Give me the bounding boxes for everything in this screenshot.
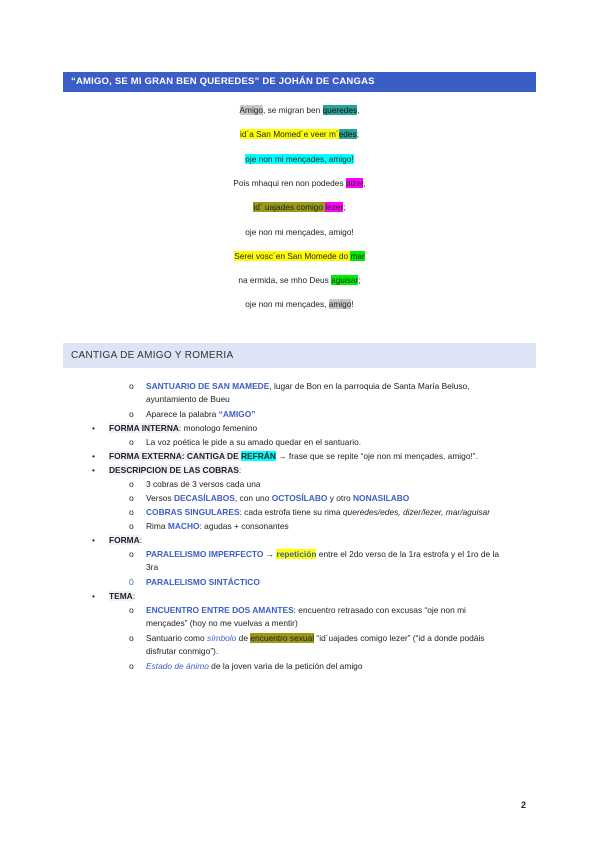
list-item-paralelismo-sintactico: PARALELISMO SINTÁCTICO [146, 577, 260, 587]
list-item-forma-interna: FORMA INTERNA: monologo femenino [109, 423, 258, 433]
disc-bullet-icon: • [92, 451, 95, 461]
list-item-voz-poetica: La voz poética le pide a su amado quedar en el santuario. [146, 437, 362, 447]
list-item-santuario-cont: ayuntamiento de Bueu [146, 394, 230, 404]
list-item-cobras-singulares: COBRAS SINGULARES: cada estrofa tiene su rima queredes/edes, dizer/lezer, mar/aguisar [146, 507, 490, 517]
zero-bullet-icon: 0 [129, 577, 134, 587]
circle-bullet-icon: o [129, 381, 134, 391]
circle-bullet-icon: o [129, 493, 134, 503]
page-number: 2 [521, 800, 527, 810]
list-item-forma: FORMA: [109, 535, 143, 545]
disc-bullet-icon: • [92, 591, 95, 601]
list-item-versos: Versos DECASÍLABOS, con uno OCTOSÍLABO y otro NONASILABO [146, 493, 410, 503]
poem-line-5: id´ uajades comigo lezer; [253, 202, 346, 212]
circle-bullet-icon: o [129, 479, 134, 489]
list-item-cobras-count: 3 cobras de 3 versos cada una [146, 479, 261, 489]
poem-line-2: id´a San Momed´e veer m´edes; [240, 129, 359, 139]
list-item-santuario-simbolo: Santuario como símbolo de encuentro sexual “id´uajades comigo lezer” (“id a donde podáis [146, 633, 485, 643]
poem-line-8: na ermida, se mho Deus aguisar; [238, 275, 361, 285]
poem-line-4: Pois mhaqui ren non podedes dizer, [233, 178, 366, 188]
circle-bullet-icon: o [129, 521, 134, 531]
list-item-forma-externa: FORMA EXTERNA: CANTIGA DE REFRÁN → frase que se repite “oje non mi mençades, amigo!”. [109, 451, 478, 461]
disc-bullet-icon: • [92, 535, 95, 545]
circle-bullet-icon: o [129, 661, 134, 671]
poem-line-6: oje non mi mençades, amigo! [245, 227, 354, 237]
poem-line-7: Serei vosc´en San Momede do mar [234, 251, 365, 261]
circle-bullet-icon: o [129, 437, 134, 447]
disc-bullet-icon: • [92, 465, 95, 475]
poem-line-9: oje non mi mençades, amigo! [245, 299, 354, 309]
circle-bullet-icon: o [129, 409, 134, 419]
poem-line-3: oje non mi mençades, amigo! [245, 154, 354, 164]
list-item-paralelismo-imperfecto: PARALELISMO IMPERFECTO → repetición entre el 2do verso de la 1ra estrofa y el 1ro de la [146, 549, 499, 559]
list-item-santuario-simbolo-cont: disfrutar conmigo”). [146, 646, 219, 656]
list-item-encuentro-cont: mençades” (hoy no me vuelvas a mentir) [146, 618, 298, 628]
section-title-cantiga: CANTIGA DE AMIGO Y ROMERIA [63, 343, 536, 368]
list-item-tema: TEMA: [109, 591, 136, 601]
list-item-encuentro: ENCUENTRO ENTRE DOS AMANTES: encuentro retrasado con excusas “oje non mi [146, 605, 466, 615]
circle-bullet-icon: o [129, 549, 134, 559]
poem-line-1: Amigo, se migran ben queredes, [239, 105, 360, 115]
list-item-paralelismo-cont: 3ra [146, 562, 159, 572]
disc-bullet-icon: • [92, 423, 95, 433]
list-item-estado-animo: Estado de ánimo de la joven varia de la petición del amigo [146, 661, 363, 671]
list-item-amigo: Aparece la palabra “AMIGO” [146, 409, 256, 419]
circle-bullet-icon: o [129, 507, 134, 517]
circle-bullet-icon: o [129, 605, 134, 615]
circle-bullet-icon: o [129, 633, 134, 643]
list-item-descripcion: DESCRIPCION DE LAS COBRAS: [109, 465, 242, 475]
section-title-poem: “AMIGO, SE MI GRAN BEN QUEREDES” DE JOHÁN DE CANGAS [63, 72, 536, 92]
list-item-rima: Rima MACHO: agudas + consonantes [146, 521, 289, 531]
list-item-santuario: SANTUARIO DE SAN MAMEDE, lugar de Bon en la parroquia de Santa María Beluso, [146, 381, 470, 391]
